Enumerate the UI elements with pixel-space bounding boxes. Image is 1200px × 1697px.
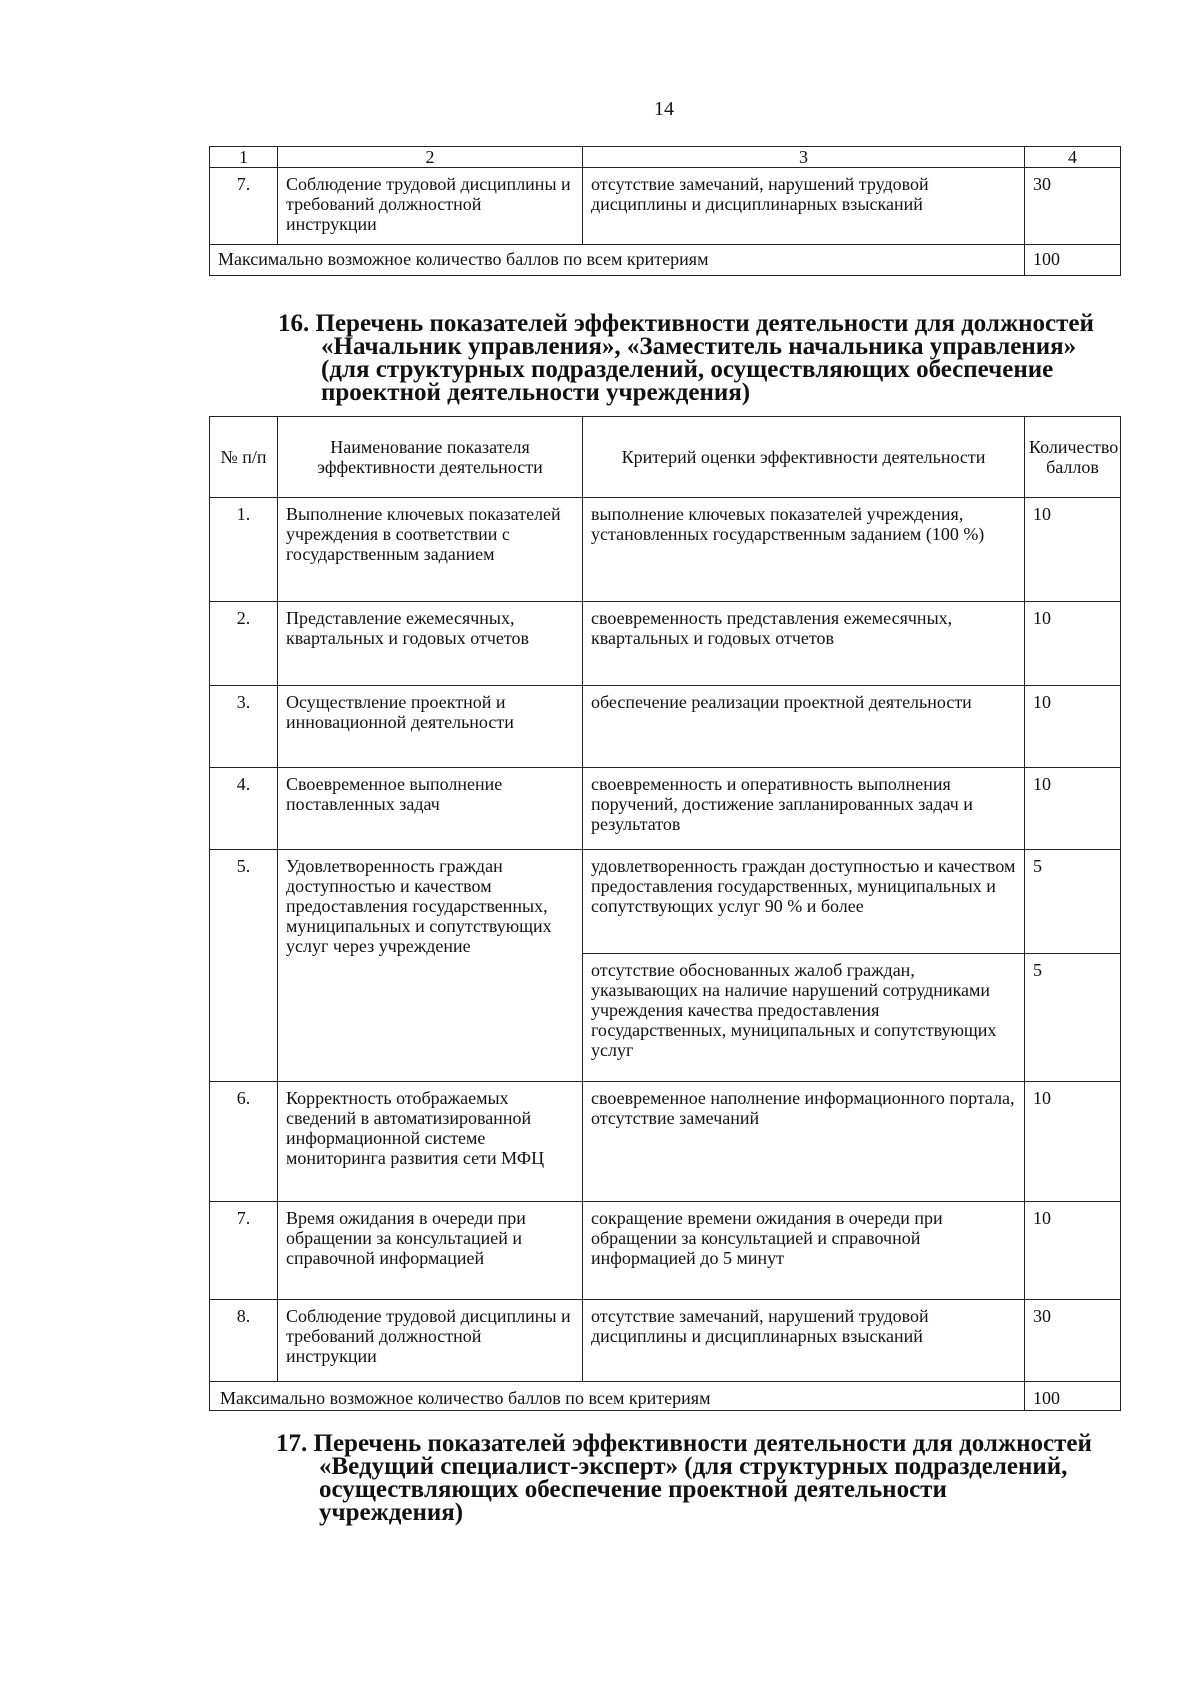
criteria-table-continued: [209, 146, 1121, 276]
column-number: 1: [210, 147, 278, 168]
column-number: 3: [583, 147, 1025, 168]
total-row: [210, 1382, 1121, 1411]
total-row: [210, 245, 1121, 276]
header-criterion: Критерий оценки эффективности деятельности: [583, 417, 1025, 498]
title-line: «Начальник управления», «Заместитель начальника управления»: [321, 333, 1077, 360]
header-indicator: Наименование показателя эффективности деятельности: [278, 417, 583, 498]
points-cell: 30: [1025, 168, 1121, 245]
row-number: 7.: [210, 1202, 278, 1300]
criterion-cell: отсутствие обоснованных жалоб граждан, указывающих на наличие нарушений сотрудниками учреждения качества предоставления государственных, муниципальных и сопутствующих услуг: [583, 954, 1025, 1082]
indicator-cell: Время ожидания в очереди при обращении за консультацией и справочной информацией: [278, 1202, 583, 1300]
page-number: 14: [654, 98, 674, 120]
total-value: 100: [1025, 1382, 1121, 1411]
points-cell: 5: [1025, 954, 1121, 1082]
title-line: (для структурных подразделений, осуществляющих обеспечение: [321, 356, 1054, 383]
criterion-cell: своевременность представления ежемесячных, квартальных и годовых отчетов: [583, 602, 1025, 686]
row-number: 7.: [210, 168, 278, 245]
indicator-cell: Соблюдение трудовой дисциплины и требований должностной инструкции: [278, 1300, 583, 1382]
points-cell: 10: [1025, 498, 1121, 602]
points-cell: 30: [1025, 1300, 1121, 1382]
table-header-row: [210, 417, 1121, 498]
column-number: 4: [1025, 147, 1121, 168]
criterion-cell: своевременное наполнение информационного портала, отсутствие замечаний: [583, 1082, 1025, 1202]
section-17-title: [276, 1432, 1146, 1524]
indicator-cell: Соблюдение трудовой дисциплины и требований должностной инструкции: [278, 168, 583, 245]
criteria-table-16: [209, 416, 1121, 1411]
header-number: № п/п: [210, 417, 278, 498]
criterion-cell: обеспечение реализации проектной деятельности: [583, 686, 1025, 768]
criterion-cell: отсутствие замечаний, нарушений трудовой дисциплины и дисциплинарных взысканий: [583, 168, 1025, 245]
points-cell: 10: [1025, 602, 1121, 686]
title-line: «Ведущий специалист-эксперт» (для структурных подразделений,: [319, 1453, 1068, 1480]
points-cell: 5: [1025, 850, 1121, 954]
total-value: 100: [1025, 245, 1121, 276]
section-16-title: [278, 312, 1138, 404]
indicator-cell: Удовлетворенность граждан доступностью и качеством предоставления государственных, муниципальных и сопутствующих услуг через учреждение: [278, 850, 583, 1082]
header-points: Количество баллов: [1025, 417, 1121, 498]
indicator-cell: Представление ежемесячных, квартальных и годовых отчетов: [278, 602, 583, 686]
points-cell: 10: [1025, 686, 1121, 768]
table-row: [210, 1082, 1121, 1202]
criterion-cell: выполнение ключевых показателей учреждения, установленных государственным заданием (100 %): [583, 498, 1025, 602]
criterion-cell: своевременность и оперативность выполнения поручений, достижение запланированных задач и результатов: [583, 768, 1025, 850]
table-row: [210, 602, 1121, 686]
row-number: 4.: [210, 768, 278, 850]
table-row: [210, 1202, 1121, 1300]
row-number: 6.: [210, 1082, 278, 1202]
title-line: 17. Перечень показателей эффективности деятельности для должностей: [276, 1430, 1092, 1457]
indicator-cell: Своевременное выполнение поставленных задач: [278, 768, 583, 850]
points-cell: 10: [1025, 768, 1121, 850]
indicator-cell: Осуществление проектной и инновационной деятельности: [278, 686, 583, 768]
table-row: [210, 168, 1121, 245]
table-row: [210, 686, 1121, 768]
indicator-cell: Выполнение ключевых показателей учреждения в соответствии с государственным заданием: [278, 498, 583, 602]
row-number: 1.: [210, 498, 278, 602]
title-line: проектной деятельности учреждения): [321, 379, 751, 406]
row-number: 3.: [210, 686, 278, 768]
row-number: 2.: [210, 602, 278, 686]
indicator-cell: Корректность отображаемых сведений в автоматизированной информационной системе мониторинга развития сети МФЦ: [278, 1082, 583, 1202]
criterion-cell: удовлетворенность граждан доступностью и качеством предоставления государственных, муниципальных и сопутствующих услуг 90 % и более: [583, 850, 1025, 954]
points-cell: 10: [1025, 1082, 1121, 1202]
row-number: 5.: [210, 850, 278, 1082]
title-line: 16. Перечень показателей эффективности деятельности для должностей: [278, 310, 1094, 337]
criterion-cell: отсутствие замечаний, нарушений трудовой дисциплины и дисциплинарных взысканий: [583, 1300, 1025, 1382]
title-line: учреждения): [319, 1499, 464, 1526]
column-number-row: [210, 147, 1121, 168]
table-row: [210, 498, 1121, 602]
criterion-cell: сокращение времени ожидания в очереди при обращении за консультацией и справочной информацией до 5 минут: [583, 1202, 1025, 1300]
row-number: 8.: [210, 1300, 278, 1382]
table-row: [210, 1300, 1121, 1382]
table-row: [210, 768, 1121, 850]
points-cell: 10: [1025, 1202, 1121, 1300]
column-number: 2: [278, 147, 583, 168]
total-label: Максимально возможное количество баллов по всем критериям: [210, 1382, 1025, 1411]
total-label: Максимально возможное количество баллов по всем критериям: [210, 245, 1025, 276]
title-line: осуществляющих обеспечение проектной деятельности: [319, 1476, 947, 1503]
table-row: [210, 850, 1121, 954]
